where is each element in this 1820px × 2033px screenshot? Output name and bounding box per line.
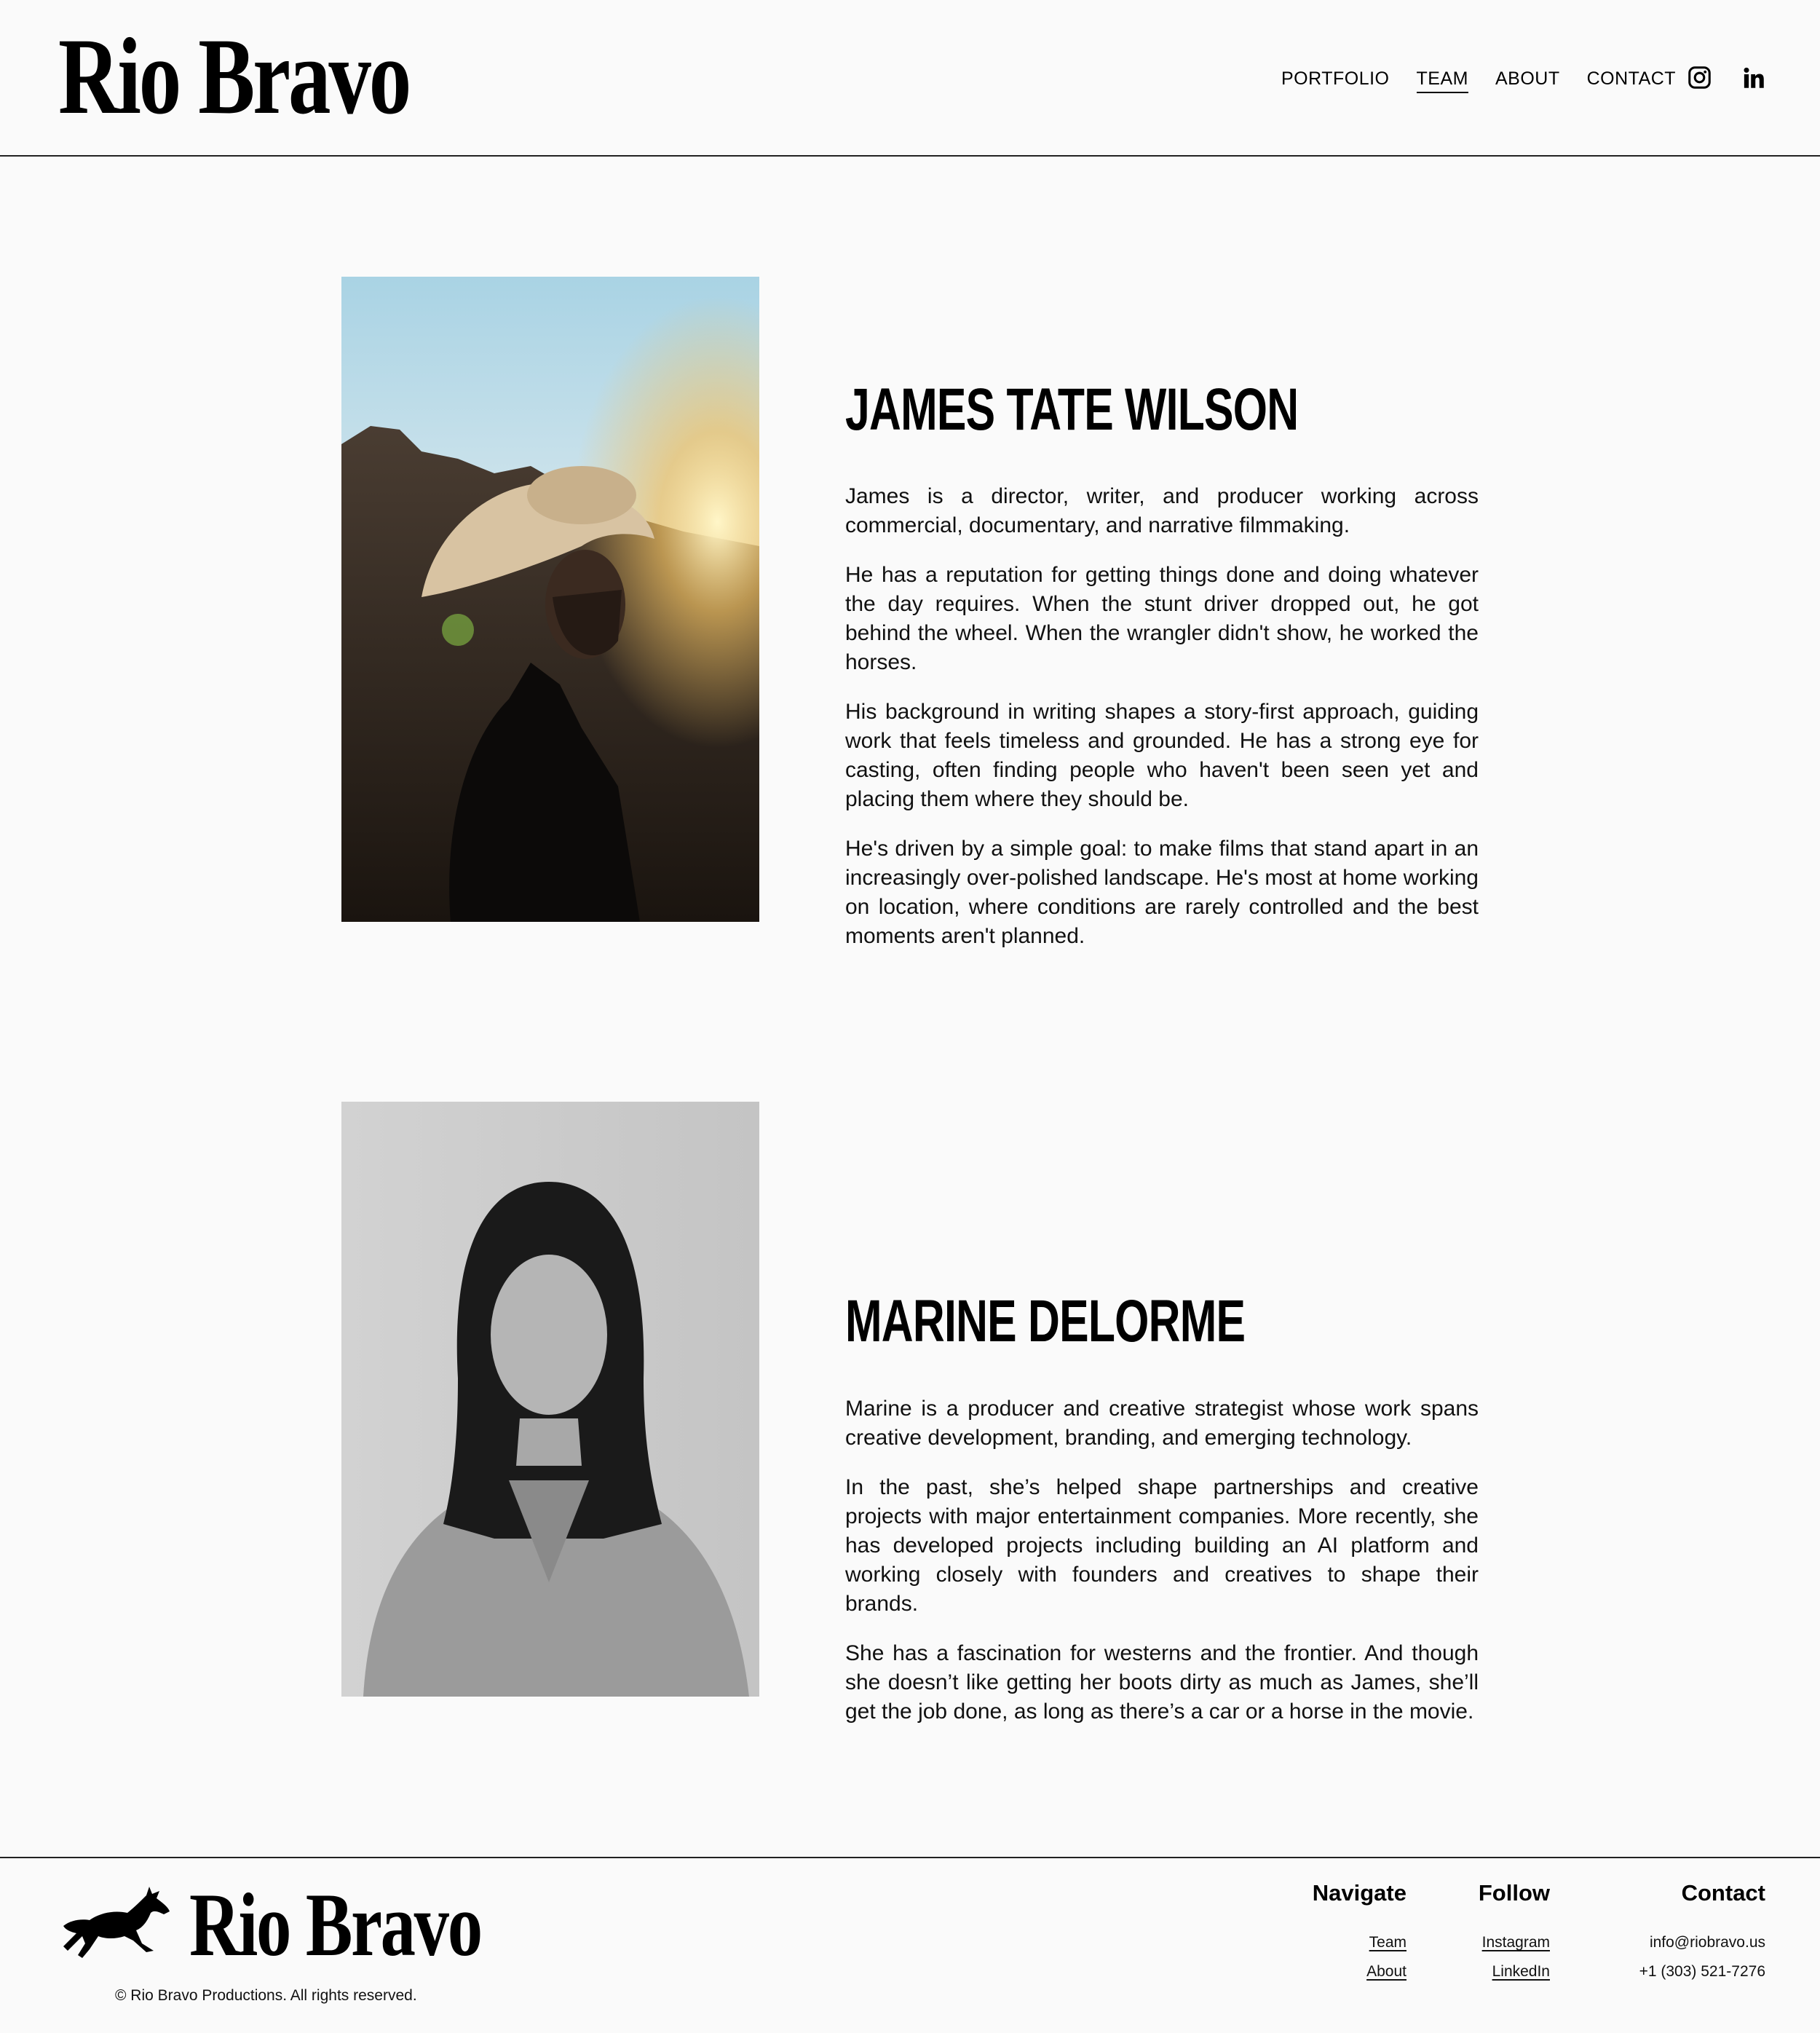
linkedin-icon[interactable] <box>1743 67 1765 89</box>
nav-contact[interactable]: CONTACT <box>1586 68 1677 89</box>
footer-follow <box>1479 1877 1550 1986</box>
copyright-text: © Rio Bravo Productions. All rights reserved. <box>115 1987 417 2004</box>
member-name: MARINE DELORME <box>845 1288 1246 1354</box>
footer-heading: Contact <box>1681 1880 1765 1906</box>
nav-portfolio[interactable]: PORTFOLIO <box>1281 68 1390 89</box>
contact-email[interactable]: info@riobravo.us <box>1649 1934 1765 1951</box>
member-name: JAMES TATE WILSON <box>845 376 1299 443</box>
portrait-image <box>341 1102 759 1697</box>
instagram-icon[interactable] <box>1688 66 1712 90</box>
horse-icon <box>60 1885 171 1959</box>
site-header <box>0 0 1820 157</box>
portrait-image <box>341 277 759 922</box>
nav-about[interactable]: ABOUT <box>1495 68 1560 89</box>
footer-logo[interactable]: Rio Bravo <box>189 1875 481 1975</box>
site-logo[interactable]: Rio Bravo <box>58 16 410 137</box>
bio-paragraph: She has a fascination for westerns and the frontier. And though she doesn’t like getting her boots dirty as much as James, she’ll get the job done, as long as there’s a car or a horse in the movie. <box>845 1641 1479 1724</box>
footer-link-instagram[interactable]: Instagram <box>1481 1934 1550 1951</box>
footer-link-linkedin[interactable]: LinkedIn <box>1492 1963 1550 1980</box>
bio-paragraph: He has a reputation for getting things done and doing whatever the day requires. When the stunt driver dropped out, he got behind the wheel. When the wrangler didn't show, he worked the horses. <box>845 563 1479 674</box>
footer-link-team[interactable]: Team <box>1369 1934 1406 1951</box>
bio-paragraph: Marine is a producer and creative strategist whose work spans creative development, branding, and emerging technology. <box>845 1397 1479 1450</box>
main-nav <box>1281 64 1676 93</box>
bio-paragraph: James is a director, writer, and producer working across commercial, documentary, and narrative filmmaking. <box>845 484 1479 537</box>
footer-navigate <box>1313 1877 1406 1986</box>
member-bio <box>845 482 1479 971</box>
member-bio <box>845 1394 1479 1747</box>
team-photo <box>341 277 759 922</box>
bio-paragraph: In the past, she’s helped shape partnerships and creative projects with major entertainment companies. More recently, she has developed projects including building an AI platform and working closely with founders and creatives to shape their brands. <box>845 1475 1479 1616</box>
footer-heading: Follow <box>1478 1880 1550 1906</box>
footer-link-about[interactable]: About <box>1366 1963 1406 1980</box>
contact-phone[interactable]: +1 (303) 521-7276 <box>1639 1963 1765 1980</box>
footer-heading: Navigate <box>1312 1880 1406 1906</box>
footer-contact <box>1639 1877 1765 1986</box>
team-photo <box>341 1102 759 1697</box>
bio-paragraph: His background in writing shapes a story-first approach, guiding work that feels timeless and grounded. He has a strong eye for casting, often finding people who haven't been seen yet and placing them where they should be. <box>845 700 1479 811</box>
bio-paragraph: He's driven by a simple goal: to make films that stand apart in an increasingly over-polished landscape. He's most at home working on location, where conditions are rarely controlled and the best moments aren't planned. <box>845 837 1479 948</box>
site-footer <box>0 1857 1820 2033</box>
nav-team[interactable]: TEAM <box>1417 64 1468 93</box>
